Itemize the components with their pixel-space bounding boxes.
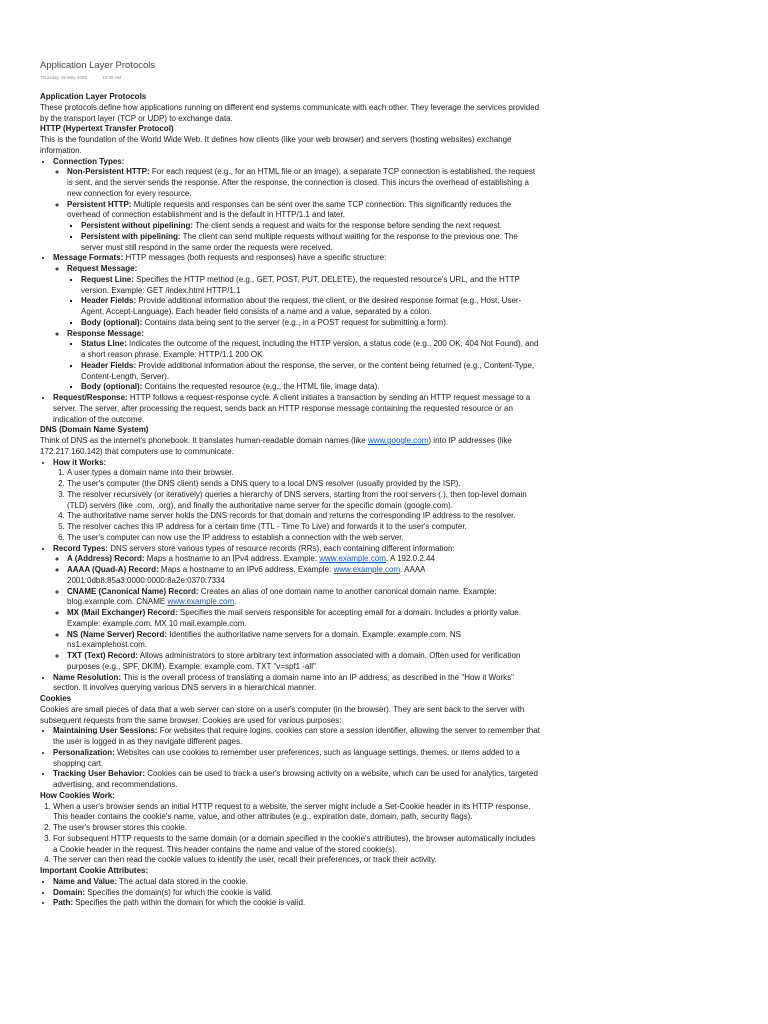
list-item	[53, 877, 540, 888]
list-item	[53, 673, 540, 695]
list-item	[67, 587, 540, 609]
definition: . AAAA 2001:0db8:85a3:0000:0000:8a2e:0370:7334	[67, 565, 426, 585]
cookie-attributes-list	[40, 877, 540, 909]
list-item	[67, 554, 540, 565]
term: Response Message:	[67, 328, 144, 338]
list-item	[53, 458, 540, 544]
list-item	[81, 232, 540, 254]
definition: HTTP follows a request-response cycle. A client initiates a transaction by sending an HTTP request message to a server. The server, after processing the request, sends back an HTTP response message containing the requested resource or an indication of the outcome.	[53, 393, 531, 424]
list-item: 1. A user types a domain name into their browser.	[67, 468, 540, 479]
list-item	[67, 329, 540, 394]
cookies-paragraph: Cookies are small pieces of data that a web server can store on a user's computer (in the browser). They are sent back to the server with subsequent requests from the same browser. Cookies are used for various purposes:	[40, 704, 525, 725]
term: Persistent without pipelining:	[81, 221, 193, 230]
list-item	[81, 339, 540, 361]
definition: Specifies the HTTP method (e.g., GET, POST, PUT, DELETE), the requested resource's URL, and the HTTP version. Example: GET /index.html HTTP/1.1	[81, 274, 520, 295]
http-heading: HTTP (Hypertext Transfer Protocol)	[40, 124, 174, 134]
text: ) into IP addresses (like 172.217.160.142) that computers use to communicate.	[40, 436, 512, 456]
definition: This is the overall process of translating a domain name into an IP address, as described in the "How it Works" section. It involves querying various DNS servers in a hierarchical manner.	[53, 672, 514, 693]
list-item	[53, 544, 540, 673]
term: Domain:	[53, 887, 85, 897]
list-item	[67, 167, 540, 199]
definition: Specifies the domain(s) for which the cookie is valid.	[85, 887, 273, 897]
definition: Indicates the outcome of the request, including the HTTP version, a status code (e.g., 200 OK, 404 Not Found), and a short reason phrase. Example: HTTP/1.1 200 OK	[81, 339, 539, 359]
intro-heading: Application Layer Protocols	[40, 92, 147, 101]
dns-list	[40, 458, 540, 695]
term: NS (Name Server) Record:	[67, 629, 168, 639]
list-item	[81, 318, 540, 329]
google-link[interactable]: www.google.com	[367, 436, 429, 445]
document-meta	[40, 75, 540, 80]
http-list	[40, 157, 540, 426]
list-item	[53, 393, 540, 425]
term: Header Fields:	[81, 296, 137, 306]
definition: The actual data stored in the cookie.	[117, 876, 249, 886]
term: Header Fields:	[81, 360, 137, 370]
list-item	[53, 253, 540, 393]
list-item: 1. When a user's browser sends an initial HTTP request to a website, the server might include a Set-Cookie header in its HTTP response. This header contains the cookie's name, value, and other attributes (e.g., expiration date, domain, path, security flags).	[53, 802, 540, 824]
list-item: 3. For subsequent HTTP requests to the same domain (or a domain specified in the cookie's attributes), the browser automatically includes a Cookie header in the request. This header contains the name and value of the stored cookie(s).	[53, 834, 540, 856]
definition: Provide additional information about the response, the server, or the content being returned (e.g., Content-Type, Content-Length, Server).	[81, 360, 535, 381]
list-item	[67, 608, 540, 630]
term: Name and Value:	[53, 876, 118, 886]
term: Status Line:	[81, 339, 127, 349]
term: Name Resolution:	[53, 672, 122, 682]
definition: DNS servers store various types of resource records (RRs), each containing different information:	[107, 543, 455, 553]
list-item	[53, 157, 540, 254]
connection-types-label: Connection Types:	[53, 156, 125, 166]
document-title: Application Layer Protocols	[40, 60, 156, 71]
definition: Multiple requests and responses can be sent over the same TCP connection. This significantly reduces the overhead of connection establishment and is the default in HTTP/1.1 and later.	[67, 199, 512, 220]
text: Think of DNS as the internet's phonebook. It translates human-readable domain names (like	[40, 436, 368, 445]
list-item: 4. The authoritative name server holds the DNS records for that domain and returns the corresponding IP address to the resolver.	[67, 511, 540, 522]
list-item	[67, 200, 540, 254]
definition: For websites that require logins, cookies can store a session identifier, allowing the server to remember that the user is logged in as they navigate different pages.	[53, 726, 540, 746]
term: Request Line:	[81, 274, 134, 284]
document-page	[40, 60, 540, 952]
term: Maintaining User Sessions:	[53, 726, 158, 736]
term: How it Works:	[53, 457, 107, 467]
list-item: 5. The resolver caches this IP address for a certain time (TTL - Time To Live) and forwards it to the user's computer.	[67, 522, 540, 533]
definition: .	[234, 597, 237, 607]
term: Message Formats:	[53, 253, 124, 263]
definition: Websites can use cookies to remember user preferences, such as language settings, themes, or items added to a shopping cart.	[53, 747, 520, 768]
intro-paragraph: These protocols define how applications running on different end systems communicate with each other. They leverage the services provided by the transport layer (TCP or UDP) to exchange data.	[40, 102, 540, 123]
term: Request/Response:	[53, 393, 128, 402]
list-item	[67, 565, 540, 587]
list-item	[67, 630, 540, 652]
document-body	[40, 92, 540, 909]
list-item: 4. The server can then read the cookie values to identify the user, recall their preferences, or track their activity.	[53, 855, 540, 866]
definition: For each request (e.g., for an HTML file or an image), a separate TCP connection is established, the request is sent, and the server sends the response. After the response, the connection is closed. This incurs the overhead of establishing a new connection for every resource.	[67, 167, 536, 198]
list-item	[81, 221, 540, 232]
example-link[interactable]: www.example.com	[167, 597, 235, 607]
list-item	[81, 382, 540, 393]
example-link[interactable]: www.example.com	[319, 554, 386, 564]
term: Request Message:	[67, 264, 138, 273]
term: Body (optional):	[81, 317, 143, 327]
term: Personalization:	[53, 747, 115, 757]
definition: Allows administrators to store arbitrary text information associated with a domain. Often used for verification purposes (e.g., SPF, DKIM). Example: example.com. TXT "v=spf1 -all"	[67, 651, 521, 671]
cookie-steps	[40, 802, 540, 867]
term: Persistent with pipelining:	[81, 231, 181, 241]
list-item	[53, 769, 540, 791]
definition: Cookies can be used to track a user's browsing activity on a website, which can be used for analytics, targeted advertising, and recommendations.	[53, 769, 538, 789]
list-item	[81, 296, 540, 318]
list-item: 2. The user's browser stores this cookie.	[53, 823, 540, 834]
how-cookies-work-heading: How Cookies Work:	[40, 790, 115, 800]
list-item	[81, 275, 540, 297]
term: Path:	[53, 898, 73, 908]
definition: Contains the requested resource (e.g., the HTML file, image data).	[142, 382, 380, 392]
list-item: 2. The user's computer (the DNS client) sends a DNS query to a local DNS resolver (usually provided by the ISP).	[67, 479, 540, 490]
example-link[interactable]: www.example.com	[333, 565, 401, 574]
list-item: 3. The resolver recursively (or iteratively) queries a hierarchy of DNS servers, starting from the root servers (.), then top-level domain (TLD) servers (like .com, .org), and finally the authoritative name server for the specific domain (google.com).	[67, 490, 540, 512]
term: AAAA (Quad-A) Record:	[67, 565, 159, 574]
definition: Contains data being sent to the server (e.g., in a POST request for submitting a form).	[142, 317, 449, 327]
definition: Specifies the mail servers responsible for accepting email for a domain. Includes a priority value. Example: example.com. MX 10 mail.example.com.	[67, 608, 521, 628]
definition: . A 192.0.2.44	[385, 554, 435, 564]
definition: HTTP messages (both requests and responses) have a specific structure:	[123, 253, 387, 263]
definition: The client can send multiple requests without waiting for the response to the previous one. The server must still respond in the same order the requests were received.	[81, 231, 518, 252]
document-date: Thursday, 15 May 2025	[40, 75, 87, 80]
list-item: 6. The user's computer can now use the IP address to establish a connection with the web server.	[67, 533, 540, 544]
dns-heading: DNS (Domain Name System)	[40, 425, 149, 435]
http-paragraph: This is the foundation of the World Wide Web. It defines how clients (like your web browser) and servers (hosting websites) exchange information.	[40, 135, 512, 155]
dns-paragraph	[40, 436, 540, 458]
term: Tracking User Behavior:	[53, 769, 146, 779]
definition: Creates an alias of one domain name to another canonical domain name. Example: blog.example.com. CNAME	[67, 586, 497, 607]
definition: The client sends a request and waits for the response before sending the next request.	[193, 221, 502, 230]
cookie-uses-list	[40, 726, 540, 791]
term: A (Address) Record:	[67, 554, 145, 564]
term: CNAME (Canonical Name) Record:	[67, 586, 199, 596]
list-item	[53, 748, 540, 770]
term: MX (Mail Exchanger) Record:	[67, 608, 178, 617]
term: Persistent HTTP:	[67, 199, 132, 209]
list-item	[53, 888, 540, 899]
list-item	[81, 361, 540, 383]
definition: Maps a hostname to an IPv6 address. Example:	[158, 565, 334, 574]
cookie-attributes-heading: Important Cookie Attributes:	[40, 866, 149, 875]
dns-steps	[53, 468, 540, 543]
document-time: 12:58 AM	[102, 75, 122, 80]
cookies-heading: Cookies	[40, 694, 72, 703]
definition: Provide additional information about the request, the client, or the desired response format (e.g., Host, User-Agent, Accept-Language). Each header field consists of a name and a value, separated by a colon.	[81, 296, 522, 316]
list-item	[53, 726, 540, 748]
term: Body (optional):	[81, 382, 143, 392]
definition: Specifies the path within the domain for which the cookie is valid.	[73, 898, 306, 908]
list-item	[67, 651, 540, 673]
term: Non-Persistent HTTP:	[67, 167, 150, 177]
list-item	[67, 264, 540, 329]
definition: Identifies the authoritative name servers for a domain. Example: example.com. NS ns1.examplehost.com.	[67, 629, 461, 650]
term: TXT (Text) Record:	[67, 651, 138, 660]
list-item	[53, 898, 540, 909]
definition: Maps a hostname to an IPv4 address. Example:	[144, 554, 320, 564]
term: Record Types:	[53, 543, 108, 553]
